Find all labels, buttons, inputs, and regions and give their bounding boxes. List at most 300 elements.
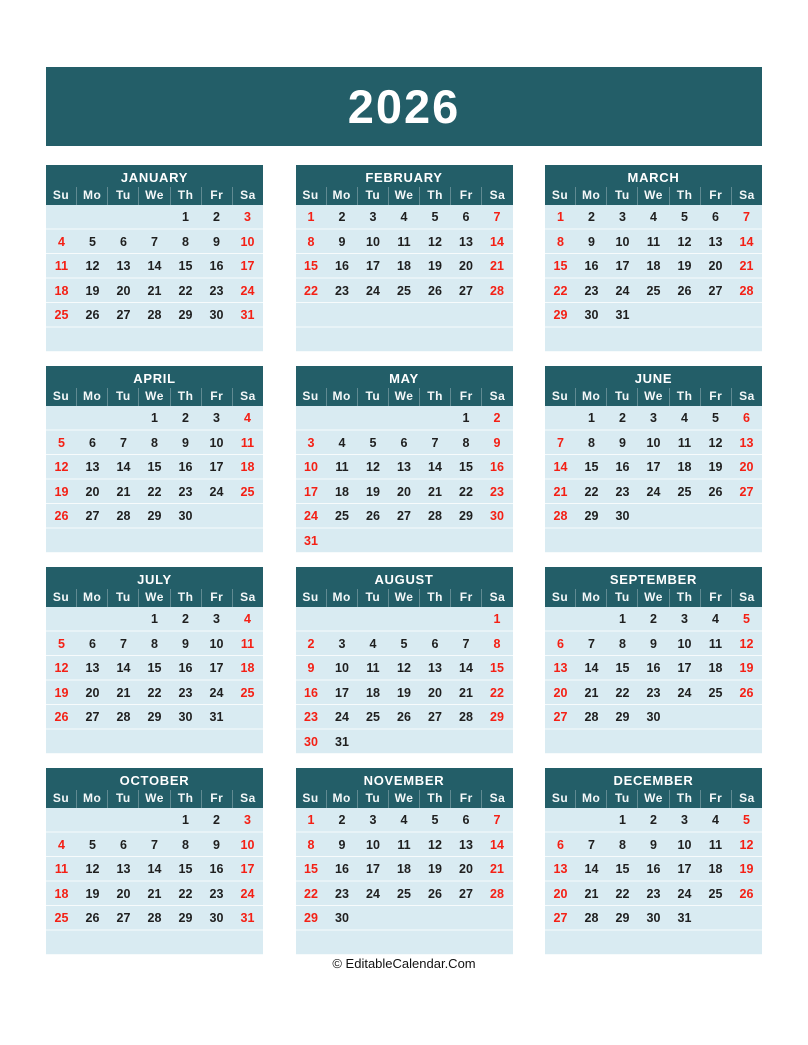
date-cell: 4 xyxy=(400,210,408,224)
date-cell: 22 xyxy=(304,283,318,298)
empty-date-cell xyxy=(77,328,108,353)
date-cell: 28 xyxy=(428,509,442,523)
date-cell: 18 xyxy=(240,661,255,675)
date-cell: 25 xyxy=(54,911,69,925)
empty-date-cell xyxy=(669,529,700,554)
date-cell: 18 xyxy=(708,862,723,876)
date-cell: 12 xyxy=(739,837,754,852)
date-cell: 6 xyxy=(89,636,96,651)
date-cell: 19 xyxy=(366,484,380,499)
empty-date-cell xyxy=(358,406,389,431)
date-cell: 13 xyxy=(116,862,131,876)
empty-date-cell xyxy=(700,730,731,755)
date-cell: 26 xyxy=(739,886,754,901)
empty-date-cell xyxy=(139,328,170,353)
date-cell: 1 xyxy=(182,210,189,224)
date-cell: 10 xyxy=(335,661,349,675)
weekday-row xyxy=(545,187,762,205)
date-cell: 25 xyxy=(240,685,255,700)
empty-date-cell xyxy=(108,328,139,353)
date-cell: 3 xyxy=(244,813,251,827)
empty-date-cell xyxy=(669,328,700,353)
weekday-label: Sa xyxy=(731,388,762,406)
weekday-label: Su xyxy=(52,188,70,202)
date-cell: 5 xyxy=(58,435,65,450)
date-cell: 2 xyxy=(588,210,595,224)
date-cell: 17 xyxy=(677,661,692,675)
date-cell: 19 xyxy=(397,685,411,700)
empty-date-cell xyxy=(108,406,139,431)
date-cell: 8 xyxy=(182,234,189,249)
date-cell: 22 xyxy=(615,685,630,700)
date-cell: 9 xyxy=(213,837,220,852)
date-cell: 23 xyxy=(646,886,661,901)
empty-date-cell xyxy=(46,808,77,833)
date-cell: 31 xyxy=(677,911,692,925)
weekday-label: Th xyxy=(170,589,201,607)
date-cell: 18 xyxy=(397,259,411,273)
empty-date-cell xyxy=(731,906,762,931)
empty-date-cell xyxy=(389,406,420,431)
weekday-label: We xyxy=(637,187,668,205)
date-cell: 2 xyxy=(213,813,220,827)
date-cell: 7 xyxy=(151,837,158,852)
month-header xyxy=(46,165,263,205)
date-cell: 26 xyxy=(739,685,754,700)
date-cell: 20 xyxy=(85,685,100,700)
date-cell: 26 xyxy=(85,308,100,322)
date-cell: 7 xyxy=(588,837,595,852)
date-cell: 6 xyxy=(431,636,439,651)
date-cell: 11 xyxy=(240,435,255,450)
date-cell: 27 xyxy=(708,283,723,298)
date-cell: 31 xyxy=(615,308,630,322)
weekday-label: Fr xyxy=(700,790,731,808)
month-title: OCTOBER xyxy=(119,773,190,788)
empty-date-cell xyxy=(139,205,170,230)
date-cell: 29 xyxy=(178,308,193,322)
weekday-label: Fr xyxy=(450,388,481,406)
month-panel-may xyxy=(296,366,513,553)
empty-date-cell xyxy=(77,406,108,431)
date-cell: 31 xyxy=(240,911,255,925)
date-cell: 26 xyxy=(85,911,100,925)
weekday-label: Mo xyxy=(76,187,107,205)
date-cell: 17 xyxy=(646,460,661,474)
weekday-label: Mo xyxy=(326,187,357,205)
date-cell: 30 xyxy=(209,911,224,925)
date-cell: 13 xyxy=(85,460,100,474)
empty-date-cell xyxy=(232,931,263,956)
date-cell: 18 xyxy=(240,460,255,474)
date-cell: 22 xyxy=(147,685,162,700)
date-cell: 30 xyxy=(646,710,661,724)
date-cell: 16 xyxy=(178,661,193,675)
date-cell: 2 xyxy=(307,636,315,651)
date-cell: 7 xyxy=(588,636,595,651)
empty-date-cell xyxy=(358,730,389,755)
date-cell: 30 xyxy=(646,911,661,925)
date-cell: 20 xyxy=(459,862,473,876)
date-cell: 14 xyxy=(739,234,754,249)
date-cell: 3 xyxy=(619,210,626,224)
month-title: JUNE xyxy=(634,371,673,386)
weekday-label: Th xyxy=(170,187,201,205)
date-cell: 3 xyxy=(244,210,251,224)
empty-date-cell xyxy=(358,328,389,353)
date-cell: 2 xyxy=(619,411,626,425)
date-cell: 7 xyxy=(151,234,158,249)
date-cell: 20 xyxy=(708,259,723,273)
date-cell: 27 xyxy=(553,710,568,724)
weekday-label: Tu xyxy=(107,589,138,607)
date-grid xyxy=(46,808,263,955)
date-cell: 24 xyxy=(240,283,255,298)
date-cell: 10 xyxy=(366,234,380,249)
date-cell: 12 xyxy=(428,234,442,249)
date-grid xyxy=(46,205,263,352)
weekday-row xyxy=(296,790,513,808)
date-cell: 7 xyxy=(120,435,127,450)
date-cell: 13 xyxy=(428,661,442,675)
empty-date-cell xyxy=(170,931,201,956)
date-cell: 27 xyxy=(459,886,473,901)
empty-date-cell xyxy=(420,529,451,554)
empty-date-cell xyxy=(731,931,762,956)
empty-date-cell xyxy=(607,328,638,353)
date-cell: 29 xyxy=(304,911,318,925)
weekday-label: Th xyxy=(170,388,201,406)
date-cell: 22 xyxy=(490,685,504,700)
empty-date-cell xyxy=(451,529,482,554)
date-cell: 1 xyxy=(307,210,315,224)
date-cell: 10 xyxy=(240,234,255,249)
empty-date-cell xyxy=(576,529,607,554)
date-cell: 10 xyxy=(677,636,692,651)
empty-date-cell xyxy=(482,906,513,931)
date-cell: 25 xyxy=(54,308,69,322)
date-cell: 13 xyxy=(708,234,723,249)
empty-date-cell xyxy=(358,529,389,554)
date-cell: 12 xyxy=(739,636,754,651)
month-panel-december xyxy=(545,768,762,955)
weekday-label: Su xyxy=(302,590,319,604)
date-cell: 5 xyxy=(89,837,96,852)
empty-date-cell xyxy=(77,931,108,956)
month-title: NOVEMBER xyxy=(363,773,445,788)
date-cell: 8 xyxy=(462,435,470,450)
date-cell: 25 xyxy=(335,509,349,523)
weekday-label: We xyxy=(388,187,419,205)
date-cell: 16 xyxy=(646,661,661,675)
empty-date-cell xyxy=(358,303,389,328)
date-cell: 4 xyxy=(400,813,408,827)
date-cell: 9 xyxy=(182,435,189,450)
date-cell: 18 xyxy=(708,661,723,675)
month-title: JULY xyxy=(137,572,172,587)
weekday-label: Sa xyxy=(481,187,512,205)
date-cell: 20 xyxy=(397,484,411,499)
date-cell: 27 xyxy=(553,911,568,925)
date-cell: 25 xyxy=(646,283,661,298)
weekday-label: Tu xyxy=(357,790,388,808)
date-cell: 3 xyxy=(681,813,688,827)
date-cell: 23 xyxy=(209,886,224,901)
weekday-label: Tu xyxy=(357,187,388,205)
empty-date-cell xyxy=(607,931,638,956)
date-cell: 25 xyxy=(708,886,723,901)
date-cell: 27 xyxy=(397,509,411,523)
date-grid xyxy=(296,406,513,553)
date-cell: 21 xyxy=(428,484,442,499)
date-cell: 12 xyxy=(708,435,723,450)
empty-date-cell xyxy=(700,504,731,529)
weekday-label: Mo xyxy=(326,589,357,607)
date-cell: 11 xyxy=(708,636,723,651)
date-cell: 24 xyxy=(209,484,224,499)
empty-date-cell xyxy=(327,529,358,554)
empty-date-cell xyxy=(576,808,607,833)
date-cell: 20 xyxy=(553,685,568,700)
date-cell: 15 xyxy=(459,460,473,474)
date-cell: 12 xyxy=(54,661,69,675)
date-cell: 18 xyxy=(366,685,380,700)
date-cell: 29 xyxy=(553,308,568,322)
date-cell: 15 xyxy=(178,862,193,876)
date-cell: 18 xyxy=(54,886,69,901)
date-cell: 22 xyxy=(459,484,473,499)
date-cell: 5 xyxy=(712,411,719,425)
empty-date-cell xyxy=(731,504,762,529)
date-cell: 14 xyxy=(490,234,504,249)
weekday-label: We xyxy=(138,388,169,406)
date-cell: 21 xyxy=(116,685,131,700)
weekday-label: Th xyxy=(669,388,700,406)
empty-date-cell xyxy=(607,529,638,554)
date-cell: 27 xyxy=(116,911,131,925)
month-panel-july xyxy=(46,567,263,754)
weekday-label: Th xyxy=(669,790,700,808)
empty-date-cell xyxy=(327,328,358,353)
weekday-row xyxy=(46,388,263,406)
empty-date-cell xyxy=(731,730,762,755)
month-header xyxy=(46,768,263,808)
month-header xyxy=(545,366,762,406)
date-cell: 25 xyxy=(708,685,723,700)
empty-date-cell xyxy=(482,529,513,554)
date-cell: 28 xyxy=(147,308,162,322)
empty-date-cell xyxy=(108,607,139,632)
date-cell: 18 xyxy=(335,484,349,499)
weekday-row xyxy=(46,187,263,205)
date-cell: 26 xyxy=(708,484,723,499)
date-cell: 22 xyxy=(584,484,599,499)
empty-date-cell xyxy=(451,303,482,328)
date-cell: 10 xyxy=(677,837,692,852)
date-cell: 26 xyxy=(54,710,69,724)
empty-date-cell xyxy=(77,808,108,833)
empty-date-cell xyxy=(731,529,762,554)
date-cell: 2 xyxy=(338,210,346,224)
date-cell: 24 xyxy=(304,509,318,523)
month-title: SEPTEMBER xyxy=(609,572,698,587)
date-cell: 4 xyxy=(244,411,251,425)
date-cell: 30 xyxy=(335,911,349,925)
date-cell: 28 xyxy=(739,283,754,298)
weekday-label: Mo xyxy=(76,790,107,808)
date-cell: 5 xyxy=(743,813,750,827)
date-cell: 23 xyxy=(178,685,193,700)
weekday-label: Th xyxy=(419,388,450,406)
date-cell: 21 xyxy=(147,886,162,901)
date-cell: 2 xyxy=(182,411,189,425)
date-cell: 29 xyxy=(147,710,162,724)
date-cell: 6 xyxy=(557,636,564,651)
empty-date-cell xyxy=(638,931,669,956)
date-cell: 30 xyxy=(178,509,193,523)
date-cell: 6 xyxy=(743,411,750,425)
empty-date-cell xyxy=(139,730,170,755)
empty-date-cell xyxy=(139,529,170,554)
date-cell: 11 xyxy=(240,636,255,651)
date-cell: 23 xyxy=(584,283,599,298)
weekday-row xyxy=(296,589,513,607)
empty-date-cell xyxy=(201,931,232,956)
empty-date-cell xyxy=(731,328,762,353)
empty-date-cell xyxy=(139,808,170,833)
date-cell: 13 xyxy=(116,259,131,273)
empty-date-cell xyxy=(700,529,731,554)
date-cell: 28 xyxy=(116,509,131,523)
date-cell: 16 xyxy=(646,862,661,876)
date-cell: 30 xyxy=(584,308,599,322)
weekday-label: Th xyxy=(419,589,450,607)
footer-credit: © EditableCalendar.Com xyxy=(332,956,476,971)
date-cell: 28 xyxy=(490,886,504,901)
date-cell: 5 xyxy=(369,435,377,450)
weekday-label: We xyxy=(388,790,419,808)
date-cell: 24 xyxy=(677,886,692,901)
empty-date-cell xyxy=(700,906,731,931)
empty-date-cell xyxy=(46,931,77,956)
date-cell: 9 xyxy=(338,234,346,249)
weekday-row xyxy=(46,589,263,607)
date-cell: 24 xyxy=(646,484,661,499)
weekday-label: Th xyxy=(669,187,700,205)
weekday-label: Tu xyxy=(107,187,138,205)
month-title: AUGUST xyxy=(374,572,434,587)
weekday-label: Tu xyxy=(107,790,138,808)
date-cell: 21 xyxy=(116,484,131,499)
weekday-label: Mo xyxy=(326,790,357,808)
empty-date-cell xyxy=(108,931,139,956)
empty-date-cell xyxy=(576,730,607,755)
date-cell: 31 xyxy=(240,308,255,322)
empty-date-cell xyxy=(545,931,576,956)
date-cell: 8 xyxy=(307,234,315,249)
weekday-label: Su xyxy=(52,791,70,805)
date-cell: 22 xyxy=(304,886,318,901)
empty-date-cell xyxy=(46,529,77,554)
date-cell: 28 xyxy=(459,710,473,724)
date-cell: 29 xyxy=(147,509,162,523)
empty-date-cell xyxy=(420,730,451,755)
date-cell: 4 xyxy=(58,234,65,249)
date-cell: 28 xyxy=(584,710,599,724)
date-cell: 8 xyxy=(493,636,501,651)
weekday-label: Mo xyxy=(326,388,357,406)
empty-date-cell xyxy=(201,328,232,353)
weekday-label: Fr xyxy=(450,187,481,205)
date-grid xyxy=(296,607,513,754)
empty-date-cell xyxy=(327,607,358,632)
weekday-label: Fr xyxy=(201,388,232,406)
month-panel-january xyxy=(46,165,263,352)
date-cell: 1 xyxy=(493,612,501,626)
date-cell: 19 xyxy=(739,862,754,876)
date-cell: 10 xyxy=(615,234,630,249)
date-cell: 14 xyxy=(116,661,131,675)
weekday-label: Su xyxy=(302,791,319,805)
weekday-label: Sa xyxy=(232,388,263,406)
weekday-label: Mo xyxy=(76,589,107,607)
date-cell: 8 xyxy=(619,636,626,651)
date-cell: 9 xyxy=(619,435,626,450)
weekday-label: Tu xyxy=(357,589,388,607)
date-cell: 2 xyxy=(338,813,346,827)
date-cell: 19 xyxy=(739,661,754,675)
date-cell: 15 xyxy=(615,862,630,876)
weekday-label: Su xyxy=(52,389,70,403)
date-cell: 11 xyxy=(54,259,69,273)
date-cell: 3 xyxy=(681,612,688,626)
weekday-label: Mo xyxy=(76,388,107,406)
date-cell: 2 xyxy=(650,612,657,626)
empty-date-cell xyxy=(389,303,420,328)
month-panel-september xyxy=(545,567,762,754)
empty-date-cell xyxy=(108,730,139,755)
weekday-label: We xyxy=(388,589,419,607)
date-cell: 26 xyxy=(677,283,692,298)
date-cell: 14 xyxy=(147,259,162,273)
date-grid xyxy=(545,406,762,553)
empty-date-cell xyxy=(327,406,358,431)
year-banner xyxy=(46,67,762,146)
date-cell: 8 xyxy=(557,234,564,249)
date-cell: 13 xyxy=(85,661,100,675)
weekday-label: Su xyxy=(52,590,70,604)
date-cell: 27 xyxy=(428,710,442,724)
date-cell: 19 xyxy=(85,283,100,298)
date-grid xyxy=(545,205,762,352)
date-cell: 20 xyxy=(428,685,442,700)
month-header xyxy=(296,366,513,406)
empty-date-cell xyxy=(77,529,108,554)
date-cell: 19 xyxy=(85,886,100,901)
empty-date-cell xyxy=(108,205,139,230)
date-cell: 2 xyxy=(213,210,220,224)
empty-date-cell xyxy=(389,730,420,755)
date-cell: 8 xyxy=(151,435,158,450)
date-cell: 16 xyxy=(335,862,349,876)
date-cell: 14 xyxy=(147,862,162,876)
empty-date-cell xyxy=(545,607,576,632)
date-cell: 16 xyxy=(490,460,504,474)
empty-date-cell xyxy=(46,607,77,632)
date-cell: 15 xyxy=(147,661,162,675)
date-cell: 21 xyxy=(553,484,568,499)
date-cell: 6 xyxy=(120,234,127,249)
